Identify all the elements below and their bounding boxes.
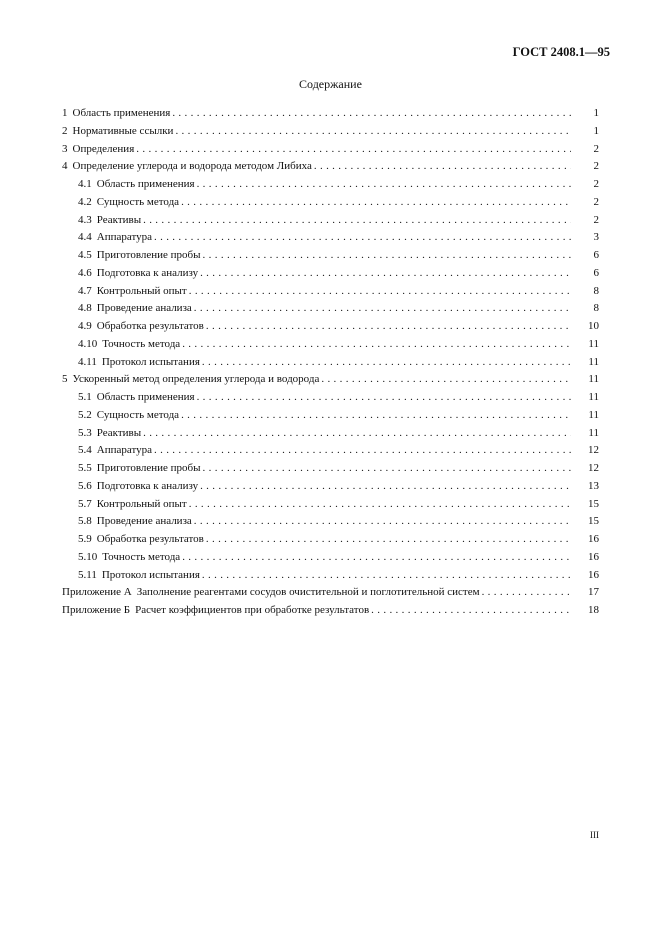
toc-entry-title: Область применения [96, 391, 195, 403]
toc-entry-page: 11 [588, 373, 599, 386]
toc-entry-number: 5.6 [78, 479, 92, 492]
toc-entry[interactable] [62, 551, 599, 569]
toc-entry-label [78, 551, 182, 563]
toc-entry-title: Точность метода [102, 550, 181, 563]
dot-leader [175, 125, 571, 137]
toc-entry-title: Приготовление пробы [96, 249, 201, 261]
toc-entry-page: 6 [593, 249, 599, 261]
toc-entry-label [78, 196, 181, 208]
toc-entry-title: Контрольный опыт [96, 284, 187, 297]
dot-leader [200, 480, 571, 492]
toc-entry-number: 4.7 [78, 284, 92, 297]
toc-entry-page: 12 [588, 462, 599, 474]
toc-entry-page: 12 [588, 444, 599, 457]
toc-entry-page: 3 [593, 231, 599, 244]
dot-leader [314, 160, 571, 172]
dot-leader [182, 338, 571, 350]
toc-entry[interactable] [62, 444, 599, 462]
toc-entry-page: 8 [593, 302, 599, 315]
toc-entry-number: 5.9 [78, 533, 92, 545]
toc-entry[interactable] [62, 569, 599, 587]
toc-entry-label [78, 178, 197, 190]
toc-entry[interactable] [62, 391, 599, 409]
toc-entry-page: 2 [593, 195, 599, 208]
toc-entry[interactable] [62, 160, 599, 178]
dot-leader [203, 462, 571, 474]
toc-entry-title: Сущность метода [96, 195, 180, 208]
toc-entry-number: 5.8 [78, 515, 92, 528]
toc-entry-title: Аппаратура [96, 231, 152, 244]
toc-entry-number: 4.3 [78, 213, 92, 226]
toc-entry-label [78, 356, 202, 368]
dot-leader [206, 320, 571, 332]
dot-leader [206, 533, 571, 545]
toc-entry-label [78, 320, 206, 332]
toc-entry[interactable] [62, 515, 599, 533]
toc-entry-number: Приложение А [62, 586, 132, 599]
toc-entry-number: 4.10 [78, 337, 98, 350]
dot-leader [200, 267, 571, 279]
toc-entry-page: 16 [588, 568, 599, 581]
toc-entry-title: Определения [72, 142, 135, 155]
toc-entry-label [62, 160, 314, 172]
toc-entry-number: 4 [62, 160, 68, 173]
toc-entry-page: 13 [588, 479, 599, 492]
toc-entry-page: 11 [588, 355, 599, 368]
toc-entry-number: 4.8 [78, 302, 92, 315]
dot-leader [143, 427, 571, 439]
toc-entry-number: 5.7 [78, 497, 92, 510]
toc-entry[interactable] [62, 178, 599, 196]
dot-leader [189, 285, 571, 297]
toc-entry[interactable] [62, 214, 599, 232]
toc-entry-label [62, 143, 136, 155]
toc-entry-label [62, 107, 172, 119]
toc-entry-number: 2 [62, 124, 68, 137]
toc-entry-number: 5.5 [78, 462, 92, 474]
toc-entry[interactable] [62, 480, 599, 498]
toc-entry-number: 5.4 [78, 444, 92, 457]
toc-entry[interactable] [62, 196, 599, 214]
dot-leader [197, 391, 571, 403]
dot-leader [197, 178, 571, 190]
toc-entry-label [62, 586, 482, 598]
toc-entry[interactable] [62, 320, 599, 338]
toc-entry-page: 2 [593, 213, 599, 226]
toc-entry-title: Область применения [72, 107, 171, 119]
toc-entry-label [78, 409, 181, 421]
dot-leader [371, 604, 571, 616]
toc-entry-number: 1 [62, 107, 68, 119]
toc-entry[interactable] [62, 125, 599, 143]
toc-entry-title: Заполнение реагентами сосудов очистительной и поглотительной систем [136, 586, 480, 599]
toc-entry-label [78, 569, 202, 581]
toc-entry-label [78, 214, 143, 226]
toc-entry-title: Контрольный опыт [96, 497, 187, 510]
dot-leader [194, 302, 571, 314]
toc-entry-page: 2 [593, 178, 599, 190]
toc-entry-number: 5.1 [78, 391, 92, 403]
toc-entry-label [78, 462, 203, 474]
toc-entry-page: 6 [593, 266, 599, 279]
toc-entry-page: 15 [588, 497, 599, 510]
toc-entry-label [78, 302, 194, 314]
toc-entry-title: Подготовка к анализу [96, 479, 199, 492]
toc-entry-title: Ускоренный метод определения углерода и водорода [72, 373, 320, 386]
toc-entry-page: 10 [588, 320, 599, 332]
toc-entry[interactable] [62, 267, 599, 285]
toc-entry-label [78, 480, 200, 492]
toc-entry-label [78, 498, 189, 510]
toc-entry-title: Реактивы [96, 213, 142, 226]
toc-entry-label [62, 604, 371, 616]
toc-entry-number: 5 [62, 373, 68, 386]
toc-entry-page: 16 [588, 550, 599, 563]
toc-entry-label [78, 515, 194, 527]
toc-entry[interactable] [62, 302, 599, 320]
toc-entry-page: 11 [588, 391, 599, 403]
toc-entry-page: 1 [593, 124, 599, 137]
dot-leader [154, 231, 571, 243]
table-of-contents [62, 107, 599, 622]
toc-entry-page: 17 [588, 586, 599, 599]
dot-leader [154, 444, 571, 456]
dot-leader [189, 498, 571, 510]
dot-leader [202, 569, 571, 581]
dot-leader [482, 586, 571, 598]
toc-entry-page: 18 [588, 604, 599, 616]
toc-entry[interactable] [62, 143, 599, 161]
toc-entry-label [78, 231, 154, 243]
toc-entry-number: 5.3 [78, 426, 92, 439]
toc-entry-page: 2 [593, 160, 599, 173]
toc-entry-title: Реактивы [96, 426, 142, 439]
toc-entry-label [78, 391, 197, 403]
toc-entry-number: 5.10 [78, 550, 98, 563]
toc-entry-label [78, 267, 200, 279]
toc-entry-label [78, 444, 154, 456]
toc-entry-number: 4.1 [78, 178, 92, 190]
toc-entry-number: 4.11 [78, 355, 97, 368]
dot-leader [203, 249, 571, 261]
toc-entry-label [78, 249, 203, 261]
toc-entry-page: 15 [588, 515, 599, 528]
dot-leader [194, 515, 571, 527]
toc-entry-title: Расчет коэффициентов при обработке результатов [135, 604, 370, 616]
dot-leader [172, 107, 571, 119]
toc-entry-page: 16 [588, 533, 599, 545]
toc-entry-number: 5.11 [78, 568, 97, 581]
toc-entry[interactable] [62, 231, 599, 249]
toc-entry-label [62, 125, 175, 137]
toc-entry-label [78, 285, 189, 297]
toc-entry-number: 5.2 [78, 408, 92, 421]
toc-entry[interactable] [62, 249, 599, 267]
toc-entry[interactable] [62, 533, 599, 551]
toc-entry-title: Проведение анализа [96, 515, 192, 528]
dot-leader [321, 373, 571, 385]
dot-leader [181, 196, 571, 208]
dot-leader [182, 551, 571, 563]
toc-entry[interactable] [62, 338, 599, 356]
dot-leader [143, 214, 571, 226]
dot-leader [136, 143, 571, 155]
toc-entry[interactable] [62, 285, 599, 303]
toc-entry-label [78, 338, 182, 350]
toc-entry-label [78, 533, 206, 545]
toc-entry-number: Приложение Б [62, 604, 131, 616]
toc-entry[interactable] [62, 373, 599, 391]
toc-entry-title: Обработка результатов [96, 533, 204, 545]
toc-entry-title: Обработка результатов [96, 320, 204, 332]
toc-entry-title: Сущность метода [96, 408, 180, 421]
toc-entry-title: Область применения [96, 178, 195, 190]
toc-entry[interactable] [62, 498, 599, 516]
dot-leader [202, 356, 571, 368]
toc-entry-number: 4.5 [78, 249, 92, 261]
toc-entry-page: 11 [588, 337, 599, 350]
toc-entry-page: 1 [593, 107, 599, 119]
toc-entry[interactable] [62, 604, 599, 622]
toc-entry-number: 4.4 [78, 231, 92, 244]
toc-entry-title: Определение углерода и водорода методом Либиха [72, 160, 312, 173]
toc-entry-title: Протокол испытания [101, 355, 200, 368]
document-id: ГОСТ 2408.1—95 [512, 45, 610, 59]
toc-entry-page: 8 [593, 284, 599, 297]
toc-entry[interactable] [62, 427, 599, 445]
toc-entry-number: 3 [62, 142, 68, 155]
dot-leader [181, 409, 571, 421]
toc-entry-number: 4.6 [78, 266, 92, 279]
toc-entry-title: Проведение анализа [96, 302, 192, 315]
page-title: Содержание [299, 77, 362, 91]
toc-entry-label [78, 427, 143, 439]
page-number: III [590, 830, 599, 840]
toc-entry-number: 4.9 [78, 320, 92, 332]
toc-entry[interactable] [62, 409, 599, 427]
toc-entry-title: Аппаратура [96, 444, 152, 457]
toc-entry[interactable] [62, 586, 599, 604]
toc-entry-title: Нормативные ссылки [72, 124, 174, 137]
toc-entry-page: 11 [588, 408, 599, 421]
toc-entry[interactable] [62, 107, 599, 125]
toc-entry-title: Приготовление пробы [96, 462, 201, 474]
toc-entry[interactable] [62, 356, 599, 374]
toc-entry-title: Подготовка к анализу [96, 266, 199, 279]
toc-entry-label [62, 373, 321, 385]
toc-entry-title: Точность метода [102, 337, 181, 350]
toc-entry[interactable] [62, 462, 599, 480]
toc-entry-page: 11 [588, 426, 599, 439]
toc-entry-title: Протокол испытания [101, 568, 200, 581]
toc-entry-page: 2 [593, 142, 599, 155]
toc-entry-number: 4.2 [78, 195, 92, 208]
